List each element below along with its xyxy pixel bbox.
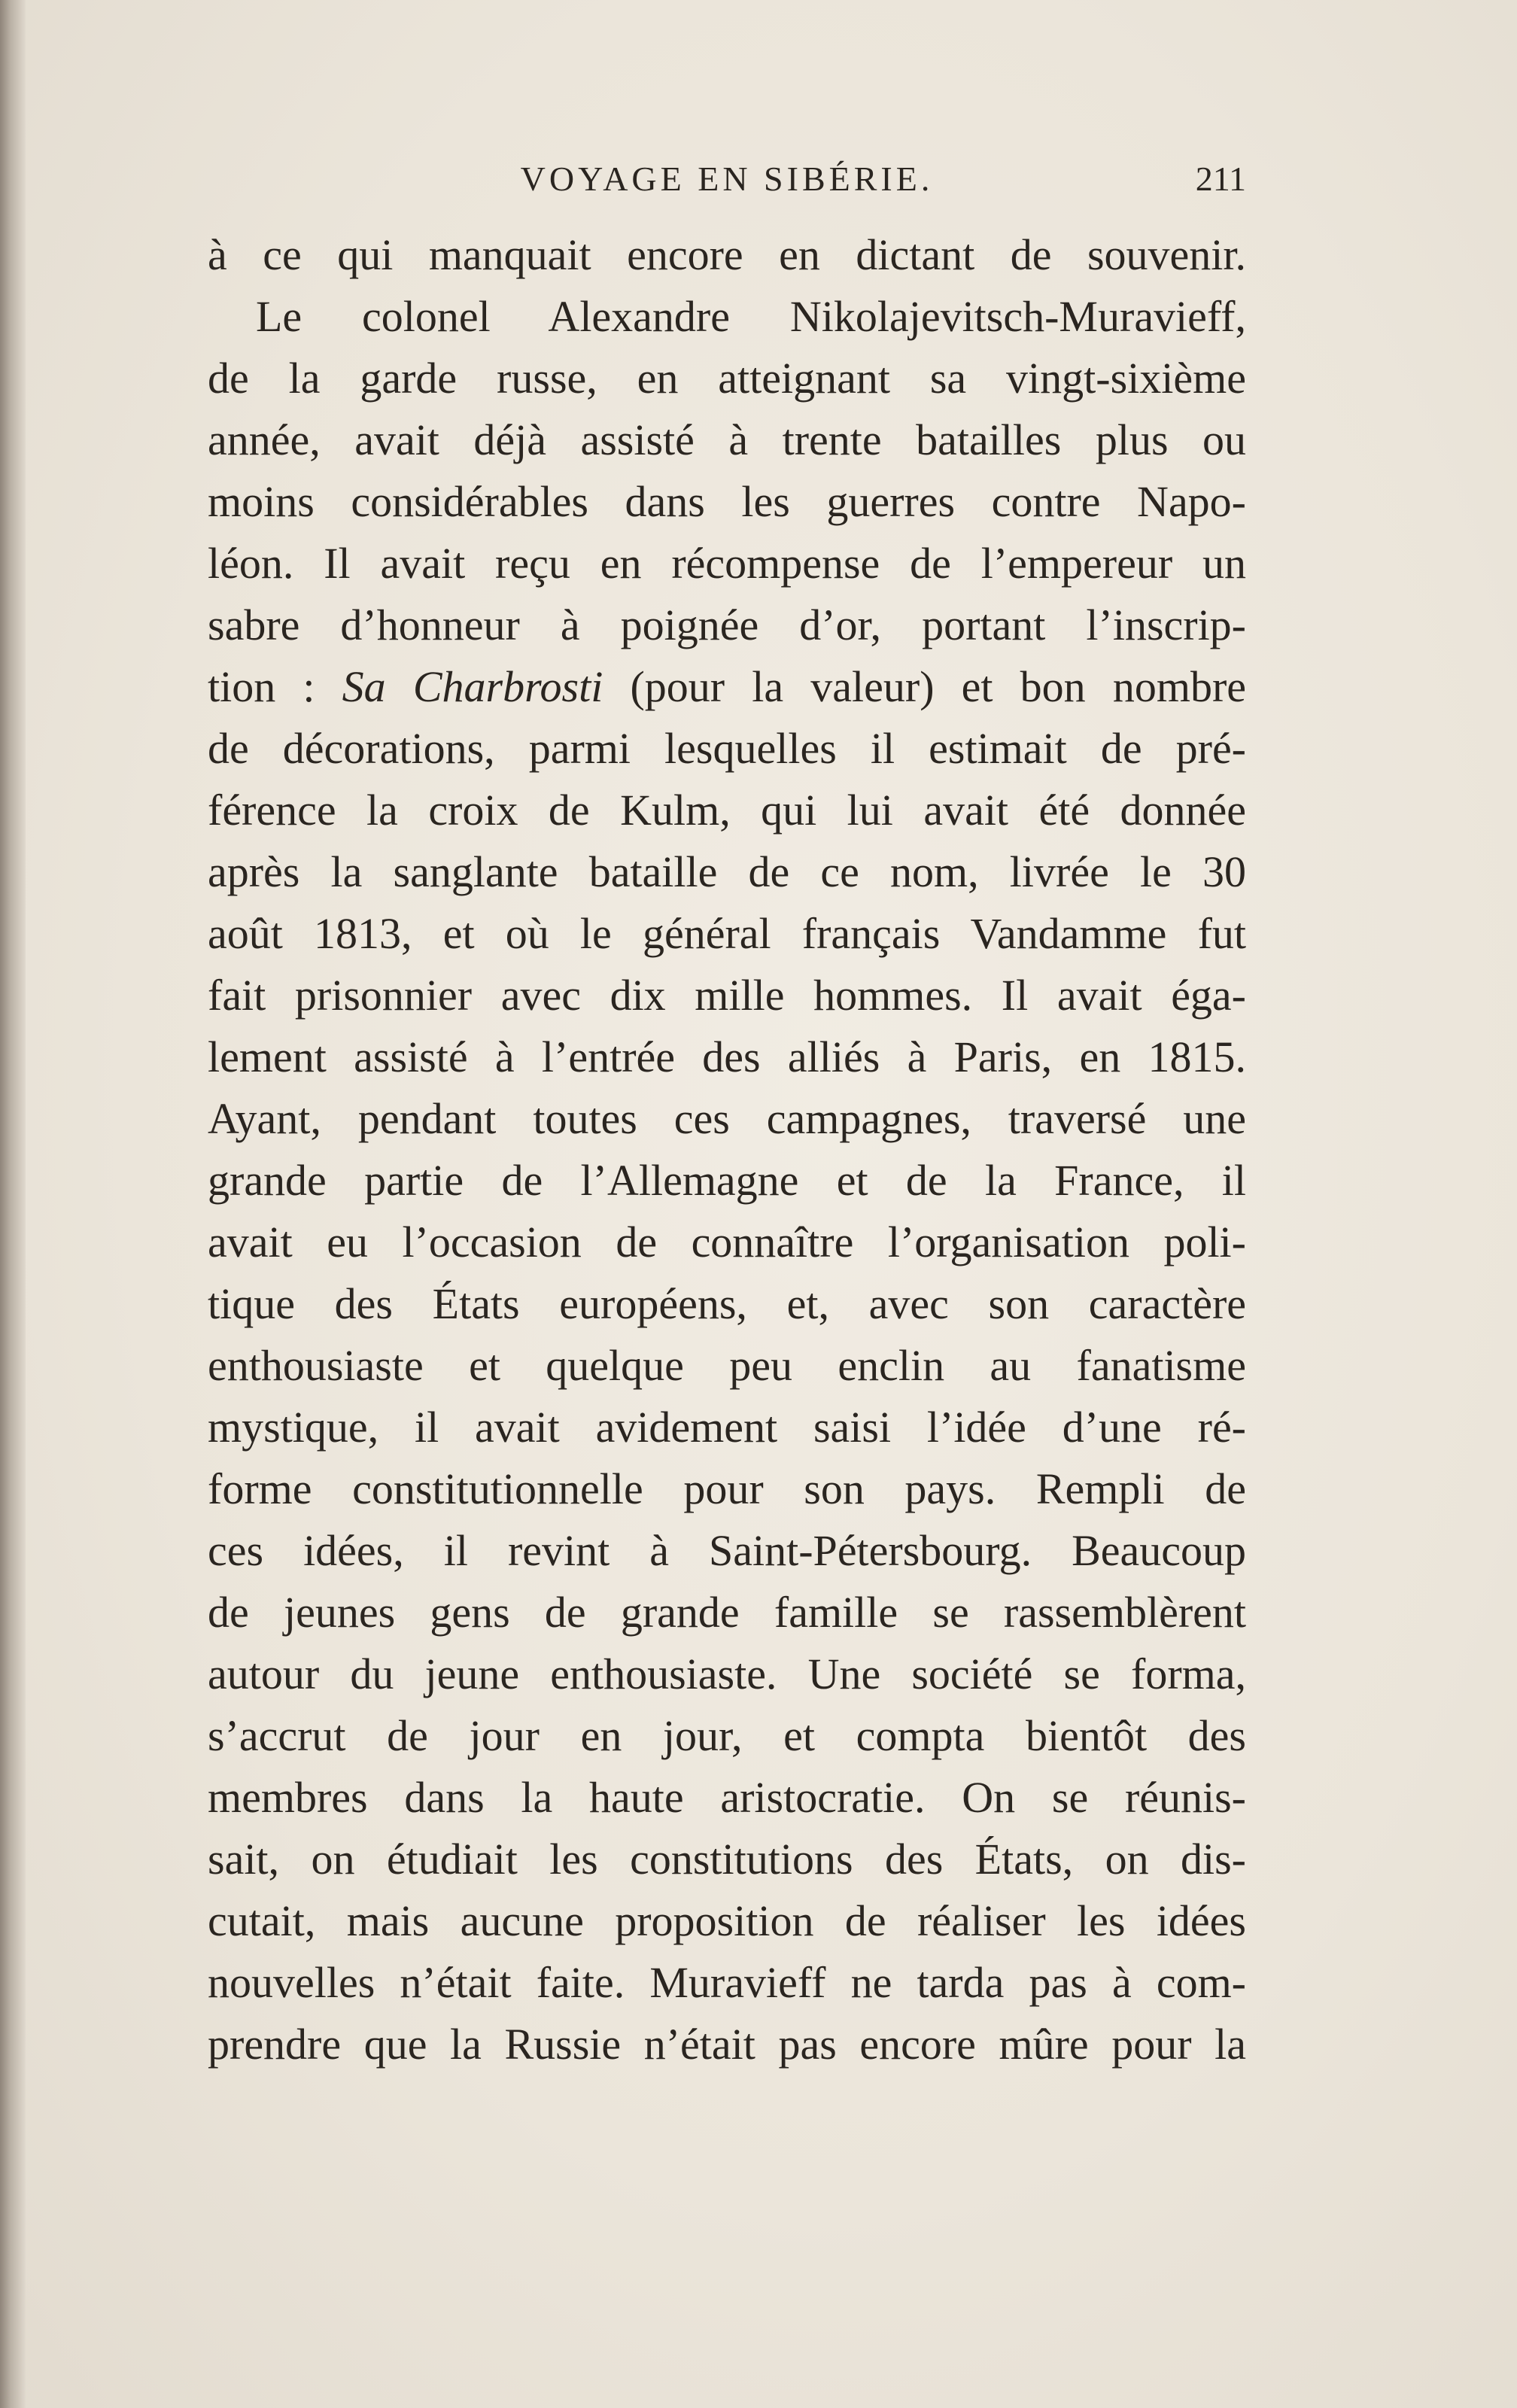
text-line: prendre que la Russie n’était pas encore mûre pour la: [208, 2020, 1246, 2069]
text-line: année, avait déjà assisté à trente batailles plus ou: [208, 415, 1246, 464]
text-line: de décorations, parmi lesquelles il estimait de pré-: [208, 724, 1246, 773]
text-line: enthousiaste et quelque peu enclin au fanatisme: [208, 1341, 1246, 1390]
text-line: à ce qui manquait encore en dictant de souvenir.: [208, 230, 1246, 279]
italic-title: Sa Charbrosti: [342, 662, 603, 711]
text-line: Ayant, pendant toutes ces campagnes, traversé une: [208, 1094, 1246, 1143]
text-line: férence la croix de Kulm, qui lui avait été donnée: [208, 786, 1246, 835]
page-number: 211: [1195, 160, 1246, 198]
text-line: fait prisonnier avec dix mille hommes. Il avait éga-: [208, 971, 1246, 1020]
text-line: ces idées, il revint à Saint-Pétersbourg. Beaucoup: [208, 1526, 1246, 1575]
text-line: moins considérables dans les guerres contre Napo-: [208, 477, 1246, 526]
text-line: août 1813, et où le général français Vandamme fut: [208, 909, 1246, 958]
text-line: s’accrut de jour en jour, et compta bientôt des: [208, 1711, 1246, 1760]
text-line: autour du jeune enthousiaste. Une société se forma,: [208, 1649, 1246, 1698]
text-line: de la garde russe, en atteignant sa vingt-sixième: [208, 354, 1246, 403]
text-line: tion : Sa Charbrosti (pour la valeur) et bon nombre: [208, 662, 1246, 711]
text-line: nouvelles n’était faite. Muravieff ne tarda pas à com-: [208, 1958, 1246, 2007]
page-binding-edge: [0, 0, 26, 2408]
text-line: Le colonel Alexandre Nikolajevitsch-Muravieff,: [256, 292, 1246, 341]
text-line: membres dans la haute aristocratie. On se réunis-: [208, 1773, 1246, 1822]
text-line: avait eu l’occasion de connaître l’organisation poli-: [208, 1218, 1246, 1266]
text-line: sait, on étudiait les constitutions des États, on dis-: [208, 1835, 1246, 1884]
running-title: VOYAGE EN SIBÉRIE.: [520, 160, 934, 198]
text-line: forme constitutionnelle pour son pays. Rempli de: [208, 1464, 1246, 1513]
text-line: après la sanglante bataille de ce nom, livrée le 30: [208, 847, 1246, 896]
text-line: sabre d’honneur à poignée d’or, portant l’inscrip-: [208, 600, 1246, 649]
text-line: grande partie de l’Allemagne et de la France, il: [208, 1156, 1246, 1205]
text-line: de jeunes gens de grande famille se rassemblèrent: [208, 1588, 1246, 1637]
text-line: lement assisté à l’entrée des alliés à Paris, en 1815.: [208, 1032, 1246, 1081]
text-line: mystique, il avait avidement saisi l’idée d’une ré-: [208, 1403, 1246, 1452]
running-head: [208, 157, 1246, 202]
text-line: cutait, mais aucune proposition de réaliser les idées: [208, 1896, 1246, 1945]
text-line: léon. Il avait reçu en récompense de l’empereur un: [208, 539, 1246, 588]
text-line: tique des États européens, et, avec son caractère: [208, 1279, 1246, 1328]
body-text: [208, 224, 1246, 2075]
